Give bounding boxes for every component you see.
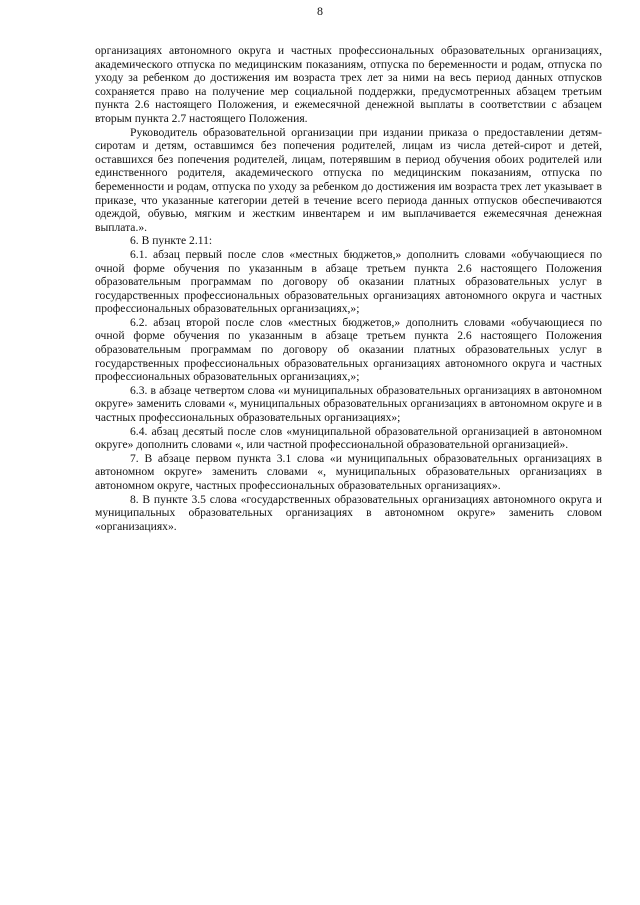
paragraph-continuation: организациях автономного округа и частных профессиональных образовательных организациях, академического отпуска по медицинским показаниям, отпуска по беременности и родам, отпуска по уходу за ребенком до достижения им возраста трех лет за ними на весь период данных отпусков сохраняется право на получение мер социальной поддержки, предусмотренных абзацем третьим пункта 2.6 настоящего Положения, и ежемесячной денежной выплаты в соответствии с абзацем вторым пункта 2.7 настоящего Положения. [95, 44, 602, 125]
item-7: 7. В абзаце первом пункта 3.1 слова «и муниципальных образовательных организациях в автономном округе» заменить словами «, муниципальных образовательных организациях в автономном округе, частных профессиональных образовательных организациях». [95, 451, 602, 492]
page-number: 8 [317, 4, 323, 18]
item-6: 6. В пункте 2.11: [130, 234, 213, 248]
item-8: 8. В пункте 3.5 слова «государственных образовательных организациях автономного округа и муниципальных образовательных организациях в автономном округе» заменить словом «организациях». [95, 492, 602, 533]
item-6-4: 6.4. абзац десятый после слов «муниципальной образовательной организацией в автономном округе» дополнить словами «, или частной профессиональной образовательной организацией». [95, 424, 602, 452]
item-6-2: 6.2. абзац второй после слов «местных бюджетов,» дополнить словами «обучающиеся по очной форме обучения по указанным в абзаце третьем пункта 2.6 настоящего Положения образовательным программам по договору об оказании платных образовательных услуг в государственных профессиональных образовательных организациях автономного округа и частных профессиональных образовательных организациях,»; [95, 315, 602, 384]
paragraph-head-of-organization: Руководитель образовательной организации при издании приказа о предоставлении детям-сиротам и детям, оставшимся без попечения родителей, лицам из числа детей-сирот и детей, оставшихся без попечения родителей, лицам, потерявшим в период обучения обоих родителей или единственного родителя, академического отпуска по медицинским показаниям, отпуска по беременности и родам, отпуска по уходу за ребенком до достижения им возраста трех лет указывает в приказе, что указанные категории детей в течение всего периода данных отпусков обеспечиваются одеждой, обувью, мягким и жестким инвентарем и им выплачивается ежемесячная денежная выплата.». [95, 125, 602, 234]
document-body [95, 44, 602, 533]
item-6-1: 6.1. абзац первый после слов «местных бюджетов,» дополнить словами «обучающиеся по очной форме обучения по указанным в абзаце третьем пункта 2.6 настоящего Положения образовательным программам по договору об оказании платных образовательных услуг в государственных профессиональных образовательных организациях автономного округа и частных профессиональных образовательных организациях,»; [95, 247, 602, 316]
item-6-3: 6.3. в абзаце четвертом слова «и муниципальных образовательных организациях в автономном округе» заменить словами «, муниципальных образовательных организациях в автономном округе и в частных профессиональных образовательных организациях»; [95, 383, 602, 425]
